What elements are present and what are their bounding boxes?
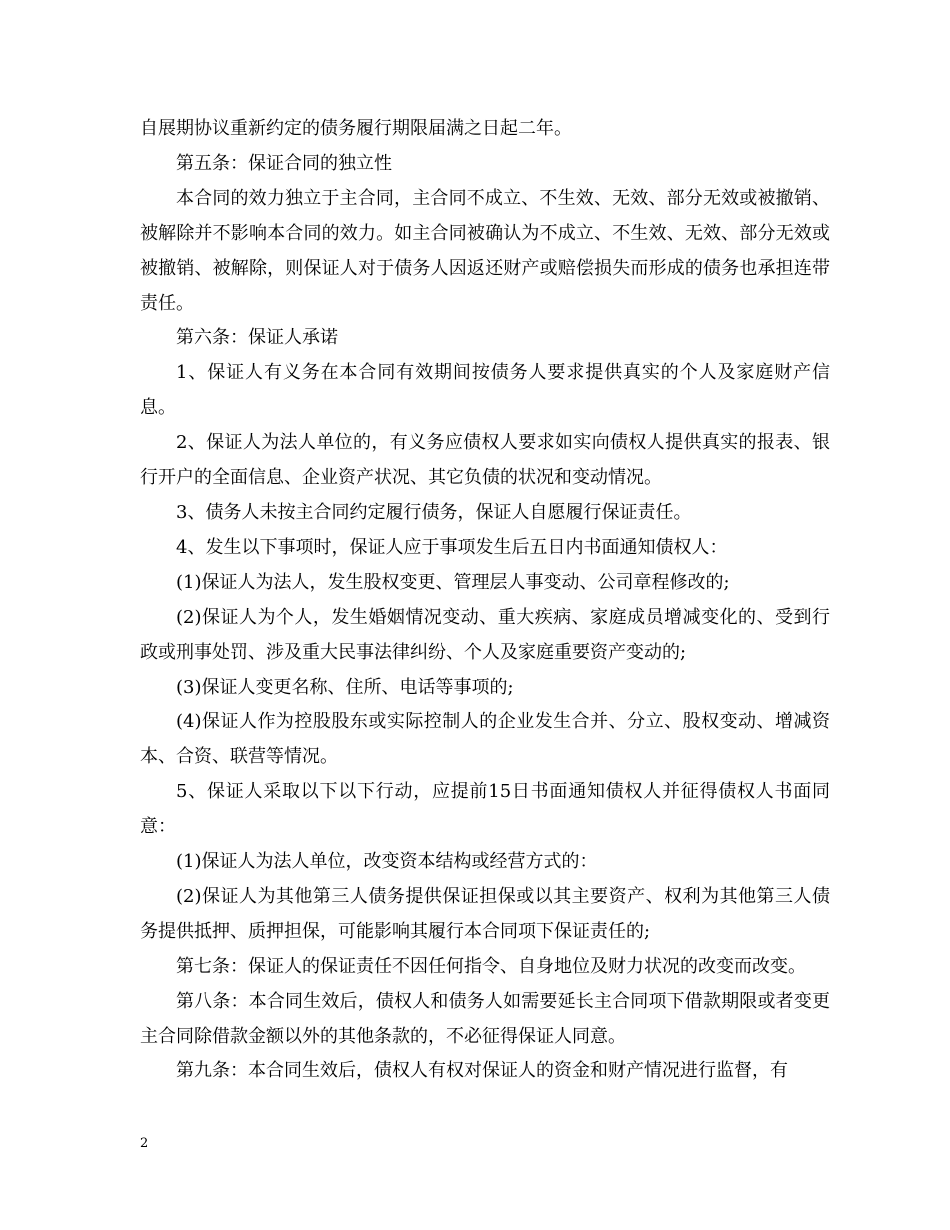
contract-paragraph: 自展期协议重新约定的债务履行期限届满之日起二年。 [140, 118, 572, 139]
contract-paragraph: 3、债务人未按主合同约定履行债务，保证人自愿履行保证责任。 [176, 501, 692, 523]
contract-paragraph: 1、保证人有义务在本合同有效期间按债务人要求提供真实的个人及家庭财产信息。 [140, 362, 830, 419]
contract-paragraph: (4)保证人作为控股股东或实际控制人的企业发生合并、分立、股权变动、增减资本、合资、联营等情况。 [140, 711, 830, 768]
contract-paragraph: 5、保证人采取以下以下行动，应提前15日书面通知债权人并征得债权人书面同意： [140, 781, 830, 838]
contract-paragraph: (1)保证人为法人单位，改变资本结构或经营方式的： [176, 851, 598, 873]
contract-body [140, 112, 830, 1089]
contract-paragraph: 第五条：保证合同的独立性 [176, 152, 392, 174]
contract-paragraph: 第七条：保证人的保证责任不因任何指令、自身地位及财力状况的改变而改变。 [176, 955, 806, 977]
contract-paragraph: (1)保证人为法人，发生股权变更、管理层人事变动、公司章程修改的; [176, 571, 730, 593]
contract-paragraph: (2)保证人为个人，发生婚姻情况变动、重大疾病、家庭成员增减变化的、受到行政或刑事处罚、涉及重大民事法律纠纷、个人及家庭重要资产变动的; [140, 606, 830, 663]
contract-paragraph: (2)保证人为其他第三人债务提供保证担保或以其主要资产、权利为其他第三人债务提供抵押、质押担保，可能影响其履行本合同项下保证责任的; [140, 885, 830, 942]
contract-paragraph: 第八条：本合同生效后，债权人和债务人如需要延长主合同项下借款期限或者变更主合同除借款金额以外的其他条款的，不必征得保证人同意。 [140, 990, 830, 1047]
contract-paragraph: 4、发生以下事项时，保证人应于事项发生后五日内书面通知债权人： [176, 536, 728, 558]
contract-paragraph: 本合同的效力独立于主合同，主合同不成立、不生效、无效、部分无效或被撤销、被解除并不影响本合同的效力。如主合同被确认为不成立、不生效、无效、部分无效或被撤销、被解除，则保证人对于债务人因返还财产或赔偿损失而形成的债务也承担连带责任。 [140, 187, 830, 314]
contract-paragraph: 2、保证人为法人单位的，有义务应债权人要求如实向债权人提供真实的报表、银行开户的全面信息、企业资产状况、其它负债的状况和变动情况。 [140, 432, 830, 489]
contract-paragraph: 第九条：本合同生效后，债权人有权对保证人的资金和财产情况进行监督，有 [176, 1060, 788, 1082]
contract-paragraph: (3)保证人变更名称、住所、电话等事项的; [176, 676, 514, 698]
contract-paragraph: 第六条：保证人承诺 [176, 327, 338, 349]
page-number: 2 [140, 1136, 149, 1151]
